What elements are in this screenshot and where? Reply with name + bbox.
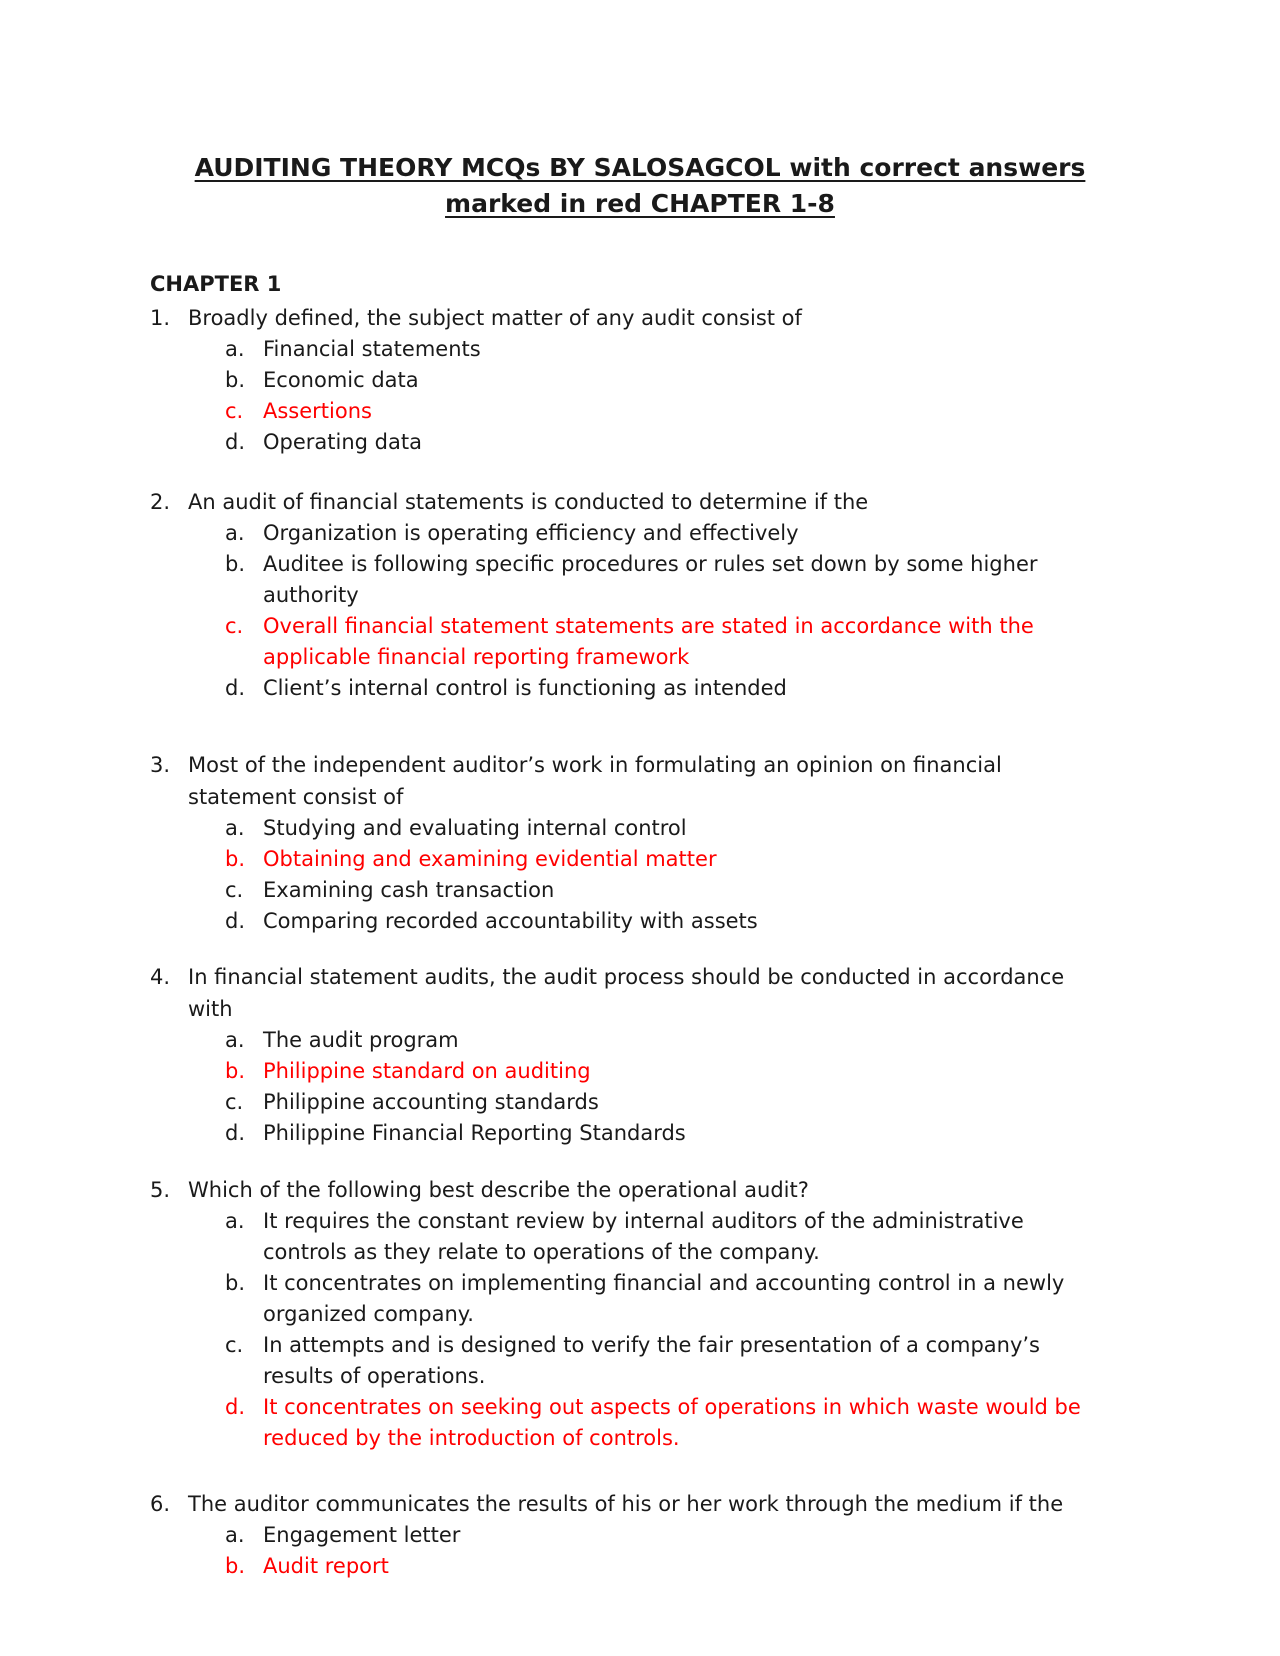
options-list bbox=[150, 1025, 1100, 1149]
option-letter: a. bbox=[225, 816, 245, 840]
option-text: Obtaining and examining evidential matter bbox=[263, 847, 717, 871]
option-b bbox=[150, 365, 1100, 396]
option-b bbox=[150, 1268, 1100, 1330]
question-5 bbox=[150, 1174, 1100, 1454]
option-text: Organization is operating efficiency and effectively bbox=[263, 521, 799, 545]
question-number: 2. bbox=[150, 490, 171, 514]
option-d bbox=[150, 906, 1100, 937]
option-c bbox=[150, 1087, 1100, 1118]
option-d bbox=[150, 673, 1100, 704]
option-text: Overall financial statement statements are stated in accordance with the applicable financial reporting framework bbox=[263, 614, 1034, 669]
option-letter: a. bbox=[225, 1209, 245, 1233]
option-a bbox=[150, 813, 1100, 844]
option-letter: a. bbox=[225, 1523, 245, 1547]
option-a bbox=[150, 518, 1100, 549]
option-text: Assertions bbox=[263, 399, 372, 423]
options-list bbox=[150, 1520, 1100, 1582]
option-text: Audit report bbox=[263, 1554, 389, 1578]
option-text: It concentrates on implementing financial and accounting control in a newly organized company. bbox=[263, 1271, 1065, 1326]
question-number: 3. bbox=[150, 753, 171, 777]
option-a bbox=[150, 334, 1100, 365]
option-letter: b. bbox=[225, 1059, 246, 1083]
option-c bbox=[150, 1330, 1100, 1392]
option-letter: a. bbox=[225, 337, 245, 361]
option-letter: c. bbox=[225, 399, 244, 423]
option-letter: c. bbox=[225, 1090, 244, 1114]
question-number: 5. bbox=[150, 1178, 171, 1202]
option-c-correct-answer bbox=[150, 396, 1100, 427]
question-number: 4. bbox=[150, 965, 171, 989]
option-text: Auditee is following specific procedures or rules set down by some higher authority bbox=[263, 552, 1038, 607]
option-b-correct-answer bbox=[150, 1056, 1100, 1087]
question-6 bbox=[150, 1488, 1100, 1582]
question-text: In financial statement audits, the audit process should be conducted in accordance with bbox=[188, 965, 1065, 1021]
option-letter: b. bbox=[225, 1554, 246, 1578]
question-number: 1. bbox=[150, 306, 171, 330]
option-letter: d. bbox=[225, 1395, 246, 1419]
option-text: In attempts and is designed to verify the fair presentation of a company’s results of operations. bbox=[263, 1333, 1040, 1388]
document-title: AUDITING THEORY MCQs BY SALOSAGCOL with correct answers marked in red CHAPTER 1-8 bbox=[194, 153, 1086, 218]
question-text: The auditor communicates the results of his or her work through the medium if the bbox=[188, 1492, 1064, 1516]
option-text: Philippine accounting standards bbox=[263, 1090, 599, 1114]
option-b-correct-answer bbox=[150, 1551, 1100, 1582]
option-letter: d. bbox=[225, 909, 246, 933]
option-d-correct-answer bbox=[150, 1392, 1100, 1454]
options-list bbox=[150, 1206, 1100, 1454]
question-text: Which of the following best describe the operational audit? bbox=[188, 1178, 809, 1202]
option-c bbox=[150, 875, 1100, 906]
option-text: Philippine Financial Reporting Standards bbox=[263, 1121, 686, 1145]
option-letter: c. bbox=[225, 1333, 244, 1357]
option-letter: c. bbox=[225, 614, 244, 638]
option-letter: b. bbox=[225, 1271, 246, 1295]
option-d bbox=[150, 1118, 1100, 1149]
option-b-correct-answer bbox=[150, 844, 1100, 875]
option-letter: d. bbox=[225, 430, 246, 454]
option-letter: a. bbox=[225, 521, 245, 545]
option-d bbox=[150, 427, 1100, 458]
options-list bbox=[150, 813, 1100, 937]
question-text: An audit of financial statements is conducted to determine if the bbox=[188, 490, 869, 514]
question-text: Most of the independent auditor’s work in formulating an opinion on financial statement consist of bbox=[188, 753, 1002, 809]
option-text: Studying and evaluating internal control bbox=[263, 816, 687, 840]
option-text: Engagement letter bbox=[263, 1523, 461, 1547]
option-letter: b. bbox=[225, 847, 246, 871]
option-letter: c. bbox=[225, 878, 244, 902]
option-a bbox=[150, 1025, 1100, 1056]
option-letter: d. bbox=[225, 1121, 246, 1145]
question-number: 6. bbox=[150, 1492, 171, 1516]
option-text: Operating data bbox=[263, 430, 422, 454]
option-a bbox=[150, 1206, 1100, 1268]
option-text: Philippine standard on auditing bbox=[263, 1059, 591, 1083]
option-c-correct-answer bbox=[150, 611, 1100, 673]
question-4 bbox=[150, 961, 1100, 1149]
option-text: It requires the constant review by internal auditors of the administrative controls as they relate to operations of the company. bbox=[263, 1209, 1024, 1264]
option-text: The audit program bbox=[263, 1028, 459, 1052]
question-2 bbox=[150, 486, 1100, 704]
options-list bbox=[150, 518, 1100, 704]
option-letter: d. bbox=[225, 676, 246, 700]
option-text: Comparing recorded accountability with assets bbox=[263, 909, 758, 933]
option-letter: a. bbox=[225, 1028, 245, 1052]
option-text: Financial statements bbox=[263, 337, 481, 361]
option-letter: b. bbox=[225, 552, 246, 576]
option-text: Examining cash transaction bbox=[263, 878, 555, 902]
chapter-heading: CHAPTER 1 bbox=[150, 272, 282, 296]
option-a bbox=[150, 1520, 1100, 1551]
options-list bbox=[150, 334, 1100, 458]
option-text: Economic data bbox=[263, 368, 419, 392]
question-3 bbox=[150, 749, 1100, 937]
option-text: It concentrates on seeking out aspects of operations in which waste would be reduced by the introduction of controls. bbox=[263, 1395, 1081, 1450]
question-text: Broadly defined, the subject matter of any audit consist of bbox=[188, 306, 802, 330]
question-1 bbox=[150, 302, 1100, 458]
option-text: Client’s internal control is functioning as intended bbox=[263, 676, 787, 700]
option-b bbox=[150, 549, 1100, 611]
option-letter: b. bbox=[225, 368, 246, 392]
